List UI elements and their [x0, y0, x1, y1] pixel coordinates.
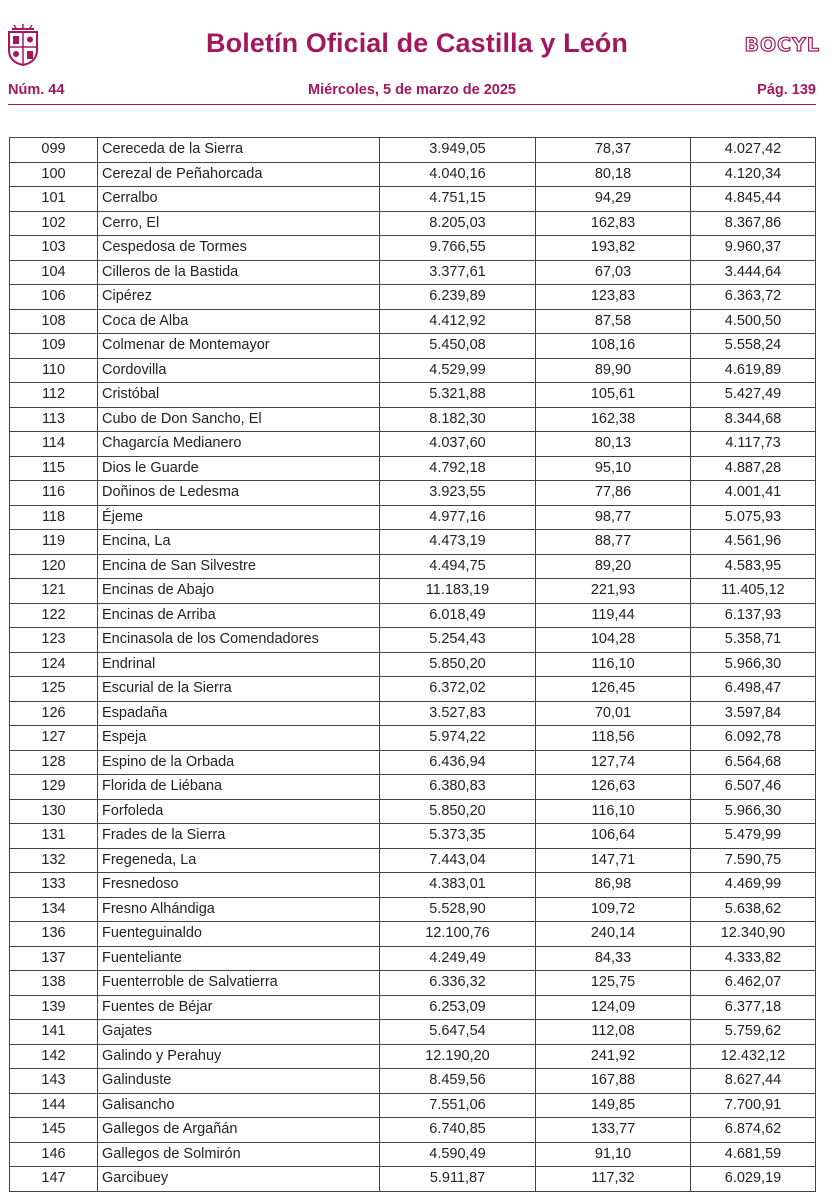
cell-municipality: Forfoleda: [98, 799, 380, 824]
table-row: [10, 897, 816, 922]
cell-amount: 5.528,90: [380, 897, 536, 922]
cell-total: 5.966,30: [691, 652, 816, 677]
cell-code: 142: [10, 1044, 98, 1069]
cell-adjustment: 109,72: [536, 897, 691, 922]
cell-municipality: Gallegos de Solmirón: [98, 1142, 380, 1167]
cell-municipality: Cordovilla: [98, 358, 380, 383]
table-body: [10, 138, 816, 1192]
cell-code: 116: [10, 481, 98, 506]
cell-municipality: Espeja: [98, 726, 380, 751]
cell-municipality: Fuenteguinaldo: [98, 922, 380, 947]
table-row: [10, 138, 816, 163]
cell-adjustment: 126,45: [536, 677, 691, 702]
cell-code: 146: [10, 1142, 98, 1167]
cell-code: 125: [10, 677, 98, 702]
cell-code: 118: [10, 505, 98, 530]
cell-code: 102: [10, 211, 98, 236]
table-row: [10, 1020, 816, 1045]
cell-amount: 3.377,61: [380, 260, 536, 285]
cell-municipality: Encina de San Silvestre: [98, 554, 380, 579]
cell-municipality: Cespedosa de Tormes: [98, 236, 380, 261]
cell-total: 3.597,84: [691, 701, 816, 726]
cell-code: 112: [10, 383, 98, 408]
cell-amount: 5.974,22: [380, 726, 536, 751]
cell-code: 143: [10, 1069, 98, 1094]
cell-municipality: Encinas de Arriba: [98, 603, 380, 628]
table-row: [10, 456, 816, 481]
cell-total: 6.498,47: [691, 677, 816, 702]
cell-adjustment: 88,77: [536, 530, 691, 555]
cell-adjustment: 125,75: [536, 971, 691, 996]
cell-amount: 5.647,54: [380, 1020, 536, 1045]
cell-total: 12.432,12: [691, 1044, 816, 1069]
cell-municipality: Fuentes de Béjar: [98, 995, 380, 1020]
cell-code: 137: [10, 946, 98, 971]
cell-municipality: Gajates: [98, 1020, 380, 1045]
cell-total: 11.405,12: [691, 579, 816, 604]
table-row: [10, 309, 816, 334]
cell-total: 5.759,62: [691, 1020, 816, 1045]
table-row: [10, 285, 816, 310]
cell-amount: 3.949,05: [380, 138, 536, 163]
cell-code: 114: [10, 432, 98, 457]
table-row: [10, 824, 816, 849]
cell-adjustment: 108,16: [536, 334, 691, 359]
cell-amount: 6.018,49: [380, 603, 536, 628]
cell-code: 139: [10, 995, 98, 1020]
cell-amount: 7.443,04: [380, 848, 536, 873]
table-row: [10, 554, 816, 579]
cell-code: 129: [10, 775, 98, 800]
table-row: [10, 799, 816, 824]
page-number: Pág. 139: [757, 82, 816, 98]
cell-municipality: Fuenteliante: [98, 946, 380, 971]
table-row: [10, 530, 816, 555]
cell-total: 5.075,93: [691, 505, 816, 530]
table-row: [10, 1118, 816, 1143]
cell-adjustment: 91,10: [536, 1142, 691, 1167]
table-row: [10, 1142, 816, 1167]
cell-total: 4.583,95: [691, 554, 816, 579]
cell-total: 5.638,62: [691, 897, 816, 922]
cell-amount: 6.372,02: [380, 677, 536, 702]
cell-code: 144: [10, 1093, 98, 1118]
cell-amount: 4.473,19: [380, 530, 536, 555]
municipality-table: [9, 137, 816, 1192]
table-row: [10, 579, 816, 604]
table-row: [10, 677, 816, 702]
cell-total: 6.377,18: [691, 995, 816, 1020]
cell-amount: 6.253,09: [380, 995, 536, 1020]
cell-adjustment: 149,85: [536, 1093, 691, 1118]
cell-adjustment: 162,38: [536, 407, 691, 432]
cell-amount: 6.436,94: [380, 750, 536, 775]
cell-adjustment: 89,20: [536, 554, 691, 579]
cell-amount: 4.494,75: [380, 554, 536, 579]
cell-amount: 5.321,88: [380, 383, 536, 408]
cell-amount: 4.529,99: [380, 358, 536, 383]
cell-total: 8.627,44: [691, 1069, 816, 1094]
cell-amount: 5.373,35: [380, 824, 536, 849]
cell-code: 110: [10, 358, 98, 383]
cell-total: 5.427,49: [691, 383, 816, 408]
table-row: [10, 358, 816, 383]
cell-amount: 5.911,87: [380, 1167, 536, 1192]
cell-adjustment: 106,64: [536, 824, 691, 849]
cell-total: 8.344,68: [691, 407, 816, 432]
cell-code: 124: [10, 652, 98, 677]
table-row: [10, 726, 816, 751]
cell-amount: 3.527,83: [380, 701, 536, 726]
cell-municipality: Gallegos de Argañán: [98, 1118, 380, 1143]
cell-amount: 12.100,76: [380, 922, 536, 947]
issue-number: Núm. 44: [8, 82, 65, 98]
cell-adjustment: 80,13: [536, 432, 691, 457]
table-row: [10, 432, 816, 457]
cell-code: 134: [10, 897, 98, 922]
cell-total: 4.027,42: [691, 138, 816, 163]
cell-municipality: Cereceda de la Sierra: [98, 138, 380, 163]
cell-municipality: Fuenterroble de Salvatierra: [98, 971, 380, 996]
cell-adjustment: 124,09: [536, 995, 691, 1020]
cell-adjustment: 70,01: [536, 701, 691, 726]
cell-total: 8.367,86: [691, 211, 816, 236]
cell-code: 145: [10, 1118, 98, 1143]
cell-code: 121: [10, 579, 98, 604]
cell-code: 130: [10, 799, 98, 824]
cell-code: 120: [10, 554, 98, 579]
table-row: [10, 407, 816, 432]
cell-total: 4.681,59: [691, 1142, 816, 1167]
cell-adjustment: 241,92: [536, 1044, 691, 1069]
cell-amount: 5.450,08: [380, 334, 536, 359]
table-row: [10, 260, 816, 285]
table-row: [10, 334, 816, 359]
cell-amount: 9.766,55: [380, 236, 536, 261]
cell-adjustment: 123,83: [536, 285, 691, 310]
cell-amount: 6.740,85: [380, 1118, 536, 1143]
table-row: [10, 162, 816, 187]
cell-total: 6.029,19: [691, 1167, 816, 1192]
cell-amount: 11.183,19: [380, 579, 536, 604]
cell-amount: 4.412,92: [380, 309, 536, 334]
bocyl-logo: BOCYL: [744, 34, 820, 56]
cell-municipality: Garcibuey: [98, 1167, 380, 1192]
cell-total: 6.363,72: [691, 285, 816, 310]
cell-code: 136: [10, 922, 98, 947]
cell-adjustment: 116,10: [536, 652, 691, 677]
cell-amount: 5.850,20: [380, 799, 536, 824]
cell-adjustment: 77,86: [536, 481, 691, 506]
table-row: [10, 1044, 816, 1069]
cell-adjustment: 147,71: [536, 848, 691, 873]
cell-municipality: Encinas de Abajo: [98, 579, 380, 604]
cell-code: 103: [10, 236, 98, 261]
cell-amount: 3.923,55: [380, 481, 536, 506]
cell-adjustment: 127,74: [536, 750, 691, 775]
cell-code: 101: [10, 187, 98, 212]
cell-total: 6.564,68: [691, 750, 816, 775]
cell-amount: 6.239,89: [380, 285, 536, 310]
cell-total: 4.887,28: [691, 456, 816, 481]
cell-adjustment: 78,37: [536, 138, 691, 163]
cell-code: 100: [10, 162, 98, 187]
cell-adjustment: 67,03: [536, 260, 691, 285]
cell-municipality: Coca de Alba: [98, 309, 380, 334]
table-row: [10, 187, 816, 212]
cell-adjustment: 221,93: [536, 579, 691, 604]
cell-code: 108: [10, 309, 98, 334]
cell-total: 3.444,64: [691, 260, 816, 285]
cell-municipality: Cerezal de Peñahorcada: [98, 162, 380, 187]
cell-code: 132: [10, 848, 98, 873]
cell-municipality: Fregeneda, La: [98, 848, 380, 873]
cell-adjustment: 240,14: [536, 922, 691, 947]
cell-total: 5.558,24: [691, 334, 816, 359]
table-row: [10, 1167, 816, 1192]
page-header: [0, 0, 834, 110]
cell-amount: 8.205,03: [380, 211, 536, 236]
table-row: [10, 628, 816, 653]
cell-adjustment: 133,77: [536, 1118, 691, 1143]
cell-adjustment: 95,10: [536, 456, 691, 481]
cell-amount: 4.751,15: [380, 187, 536, 212]
cell-total: 4.469,99: [691, 873, 816, 898]
cell-amount: 5.850,20: [380, 652, 536, 677]
table-row: [10, 775, 816, 800]
table-row: [10, 481, 816, 506]
cell-adjustment: 89,90: [536, 358, 691, 383]
table-row: [10, 652, 816, 677]
cell-adjustment: 87,58: [536, 309, 691, 334]
table-row: [10, 236, 816, 261]
cell-adjustment: 193,82: [536, 236, 691, 261]
cell-amount: 7.551,06: [380, 1093, 536, 1118]
cell-municipality: Galinduste: [98, 1069, 380, 1094]
cell-code: 113: [10, 407, 98, 432]
cell-total: 12.340,90: [691, 922, 816, 947]
cell-municipality: Escurial de la Sierra: [98, 677, 380, 702]
table-row: [10, 946, 816, 971]
cell-code: 119: [10, 530, 98, 555]
cell-adjustment: 126,63: [536, 775, 691, 800]
cell-code: 115: [10, 456, 98, 481]
bulletin-title: Boletín Oficial de Castilla y León: [206, 28, 628, 58]
cell-municipality: Dios le Guarde: [98, 456, 380, 481]
cell-municipality: Espino de la Orbada: [98, 750, 380, 775]
cell-amount: 4.590,49: [380, 1142, 536, 1167]
cell-adjustment: 80,18: [536, 162, 691, 187]
cell-code: 109: [10, 334, 98, 359]
table-row: [10, 1093, 816, 1118]
cell-total: 4.001,41: [691, 481, 816, 506]
cell-total: 4.561,96: [691, 530, 816, 555]
cell-code: 141: [10, 1020, 98, 1045]
cell-municipality: Endrinal: [98, 652, 380, 677]
table-row: [10, 603, 816, 628]
cell-total: 4.117,73: [691, 432, 816, 457]
cell-amount: 4.037,60: [380, 432, 536, 457]
cell-total: 4.500,50: [691, 309, 816, 334]
table-row: [10, 873, 816, 898]
cell-adjustment: 104,28: [536, 628, 691, 653]
cell-municipality: Fresno Alhándiga: [98, 897, 380, 922]
cell-total: 9.960,37: [691, 236, 816, 261]
cell-amount: 4.249,49: [380, 946, 536, 971]
cell-municipality: Encinasola de los Comendadores: [98, 628, 380, 653]
table-row: [10, 922, 816, 947]
cell-code: 131: [10, 824, 98, 849]
header-divider: [8, 104, 816, 105]
cell-total: 6.874,62: [691, 1118, 816, 1143]
cell-municipality: Galisancho: [98, 1093, 380, 1118]
cell-adjustment: 118,56: [536, 726, 691, 751]
cell-code: 147: [10, 1167, 98, 1192]
cell-amount: 8.459,56: [380, 1069, 536, 1094]
cell-adjustment: 98,77: [536, 505, 691, 530]
cell-code: 133: [10, 873, 98, 898]
table-row: [10, 701, 816, 726]
cell-municipality: Cerralbo: [98, 187, 380, 212]
cell-code: 126: [10, 701, 98, 726]
cell-adjustment: 119,44: [536, 603, 691, 628]
cell-adjustment: 162,83: [536, 211, 691, 236]
cell-amount: 4.383,01: [380, 873, 536, 898]
cell-municipality: Cipérez: [98, 285, 380, 310]
cell-amount: 4.792,18: [380, 456, 536, 481]
cell-total: 6.137,93: [691, 603, 816, 628]
cell-amount: 8.182,30: [380, 407, 536, 432]
cell-total: 5.479,99: [691, 824, 816, 849]
cell-municipality: Fresnedoso: [98, 873, 380, 898]
cell-total: 7.590,75: [691, 848, 816, 873]
cell-total: 4.120,34: [691, 162, 816, 187]
cell-municipality: Encina, La: [98, 530, 380, 555]
cell-amount: 6.336,32: [380, 971, 536, 996]
cell-amount: 4.977,16: [380, 505, 536, 530]
cell-code: 138: [10, 971, 98, 996]
cell-amount: 12.190,20: [380, 1044, 536, 1069]
cell-total: 6.092,78: [691, 726, 816, 751]
cell-municipality: Colmenar de Montemayor: [98, 334, 380, 359]
cell-municipality: Cubo de Don Sancho, El: [98, 407, 380, 432]
issue-meta: [8, 82, 816, 102]
table-row: [10, 505, 816, 530]
cell-adjustment: 167,88: [536, 1069, 691, 1094]
cell-adjustment: 86,98: [536, 873, 691, 898]
cell-municipality: Cristóbal: [98, 383, 380, 408]
cell-total: 6.507,46: [691, 775, 816, 800]
cell-municipality: Cerro, El: [98, 211, 380, 236]
cell-code: 128: [10, 750, 98, 775]
cell-total: 4.333,82: [691, 946, 816, 971]
cell-total: 6.462,07: [691, 971, 816, 996]
table-row: [10, 848, 816, 873]
table-row: [10, 1069, 816, 1094]
issue-date: Miércoles, 5 de marzo de 2025: [308, 82, 516, 98]
cell-municipality: Frades de la Sierra: [98, 824, 380, 849]
table-row: [10, 750, 816, 775]
cell-amount: 5.254,43: [380, 628, 536, 653]
cell-total: 4.845,44: [691, 187, 816, 212]
cell-total: 4.619,89: [691, 358, 816, 383]
cell-adjustment: 105,61: [536, 383, 691, 408]
table-row: [10, 211, 816, 236]
cell-municipality: Espadaña: [98, 701, 380, 726]
cell-adjustment: 94,29: [536, 187, 691, 212]
cell-code: 127: [10, 726, 98, 751]
cell-adjustment: 112,08: [536, 1020, 691, 1045]
cell-municipality: Éjeme: [98, 505, 380, 530]
cell-code: 104: [10, 260, 98, 285]
cell-municipality: Doñinos de Ledesma: [98, 481, 380, 506]
cell-amount: 4.040,16: [380, 162, 536, 187]
table-row: [10, 383, 816, 408]
cell-municipality: Cilleros de la Bastida: [98, 260, 380, 285]
cell-municipality: Florida de Liébana: [98, 775, 380, 800]
cell-adjustment: 84,33: [536, 946, 691, 971]
cell-total: 5.358,71: [691, 628, 816, 653]
cell-adjustment: 117,32: [536, 1167, 691, 1192]
table-row: [10, 995, 816, 1020]
cell-municipality: Chagarcía Medianero: [98, 432, 380, 457]
table-row: [10, 971, 816, 996]
cell-total: 7.700,91: [691, 1093, 816, 1118]
cell-code: 099: [10, 138, 98, 163]
cell-total: 5.966,30: [691, 799, 816, 824]
cell-municipality: Galindo y Perahuy: [98, 1044, 380, 1069]
cell-code: 106: [10, 285, 98, 310]
cell-code: 122: [10, 603, 98, 628]
cell-code: 123: [10, 628, 98, 653]
cell-adjustment: 116,10: [536, 799, 691, 824]
cell-amount: 6.380,83: [380, 775, 536, 800]
